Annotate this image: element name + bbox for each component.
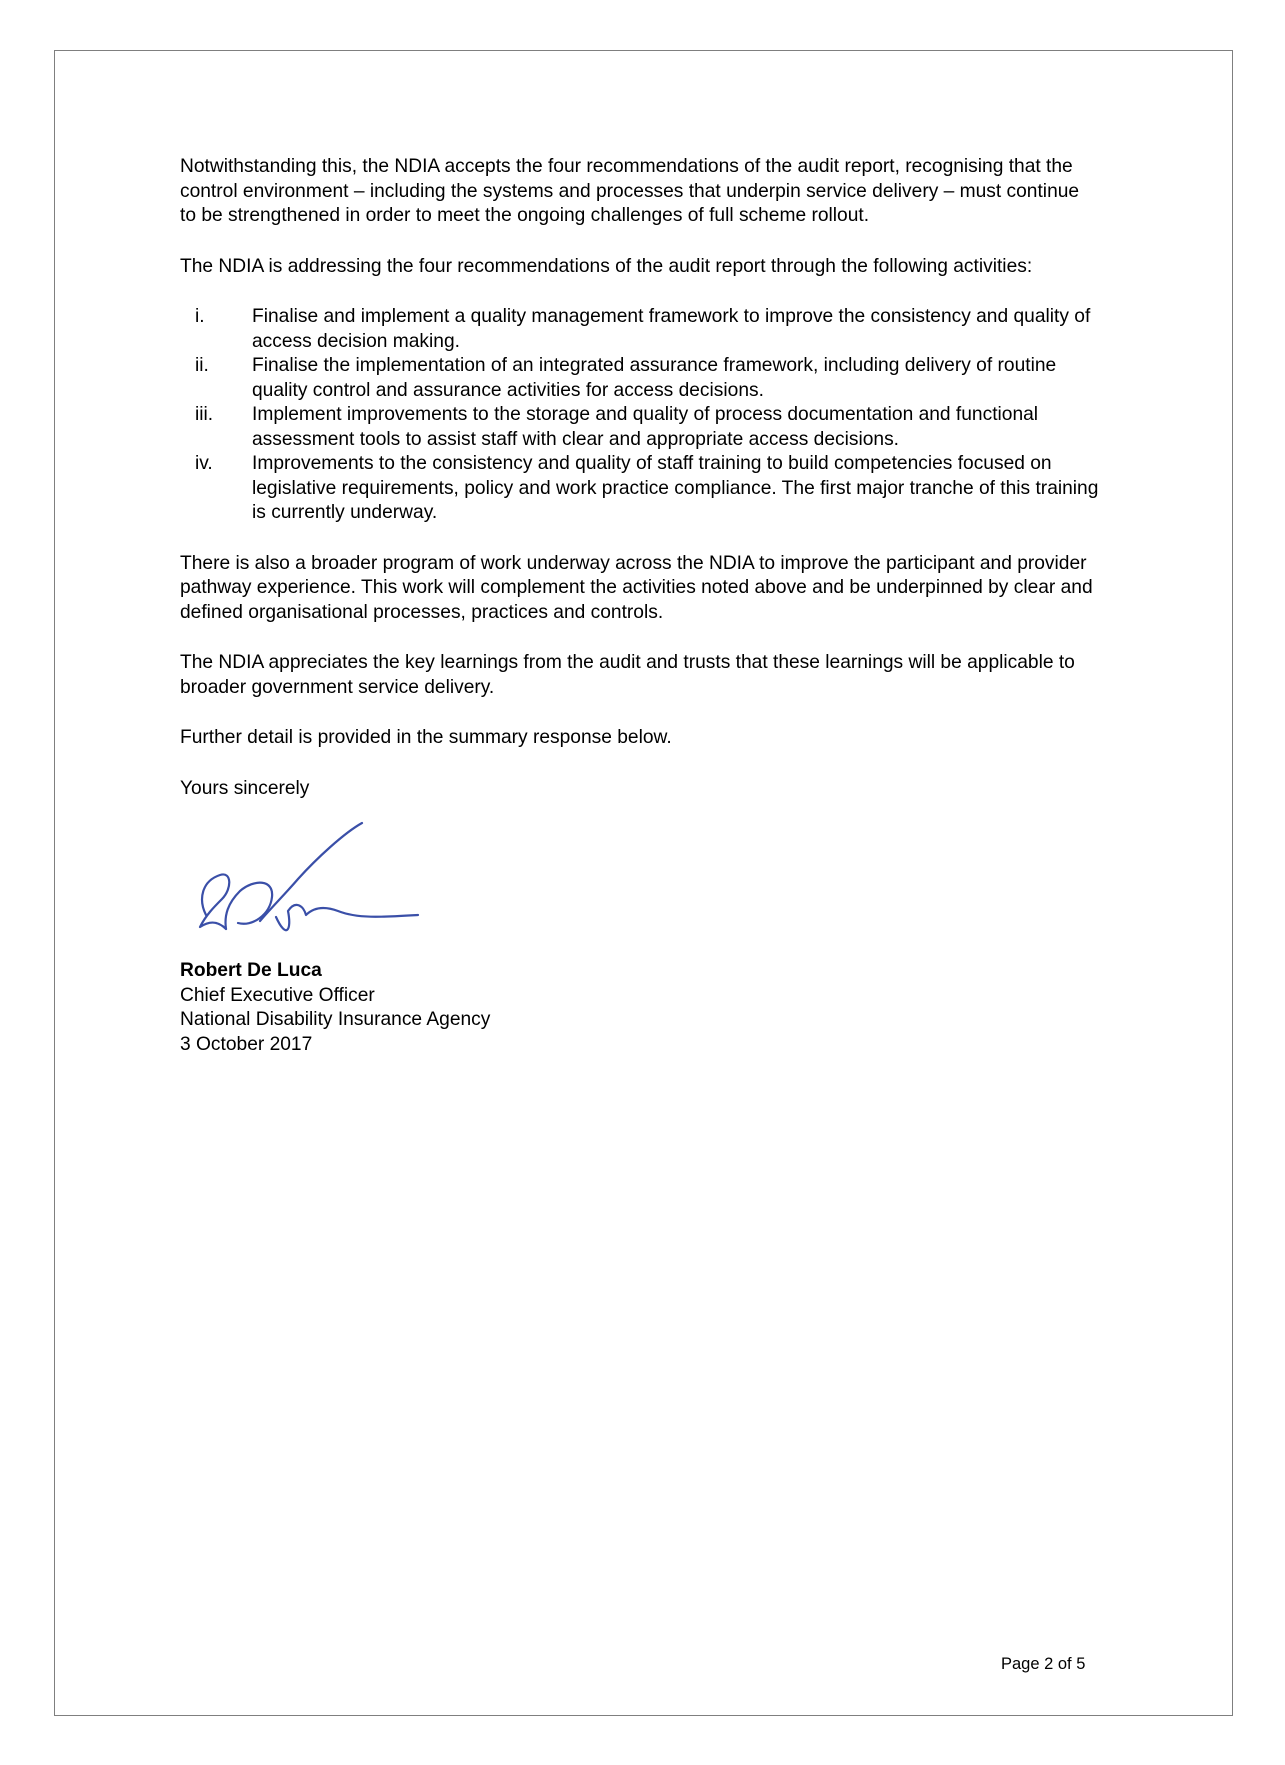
list-item-number: iii. [195, 404, 214, 425]
letter-date: 3 October 2017 [180, 1033, 313, 1055]
signatory-block [180, 959, 1100, 1057]
paragraph-recommendations-accepted: Notwithstanding this, the NDIA accepts the four recommendations of the audit report, recognising that the control environment – including the systems and processes that underpin service delivery – must continue to be strengthened in order to meet the ongoing challenges of full scheme rollout. [180, 156, 1080, 226]
activities-list [180, 305, 1100, 526]
paragraph-broader-program: There is also a broader program of work underway across the NDIA to improve the participant and provider pathway experience. This work will complement the activities noted above and be underpinned by clear and defined organisational processes, practices and controls. [180, 552, 1093, 623]
salutation: Yours sincerely [180, 777, 310, 799]
list-item-number: i. [195, 306, 205, 327]
list-item [180, 403, 1100, 452]
list-item-text: Finalise the implementation of an integrated assurance framework, including delivery of routine quality control and assurance activities for access decisions. [252, 355, 1057, 401]
paragraph-further-detail: Further detail is provided in the summary response below. [180, 727, 672, 748]
list-item [180, 452, 1100, 526]
signatory-name: Robert De Luca [180, 960, 322, 981]
list-item [180, 354, 1100, 403]
signature-image [188, 819, 438, 949]
letter-body [180, 155, 1100, 1057]
signatory-organisation: National Disability Insurance Agency [180, 1009, 491, 1030]
list-item-text: Implement improvements to the storage and quality of process documentation and functional assessment tools to assist staff with clear and appropriate access decisions. [252, 404, 1039, 450]
list-item-text: Improvements to the consistency and quality of staff training to build competencies focused on legislative requirements, policy and work practice compliance. The first major tranche of this training is currently underway. [252, 453, 1099, 523]
list-item-number: ii. [195, 355, 209, 376]
list-item-text: Finalise and implement a quality management framework to improve the consistency and quality of access decision making. [252, 306, 1091, 352]
list-item [180, 305, 1100, 354]
list-item-number: iv. [195, 453, 213, 474]
paragraph-key-learnings: The NDIA appreciates the key learnings from the audit and trusts that these learnings will be applicable to broader government service delivery. [180, 652, 1075, 698]
paragraph-activities-intro: The NDIA is addressing the four recommendations of the audit report through the following activities: [180, 255, 1033, 277]
signatory-title: Chief Executive Officer [180, 984, 375, 1006]
page-number: Page 2 of 5 [1001, 1655, 1086, 1673]
